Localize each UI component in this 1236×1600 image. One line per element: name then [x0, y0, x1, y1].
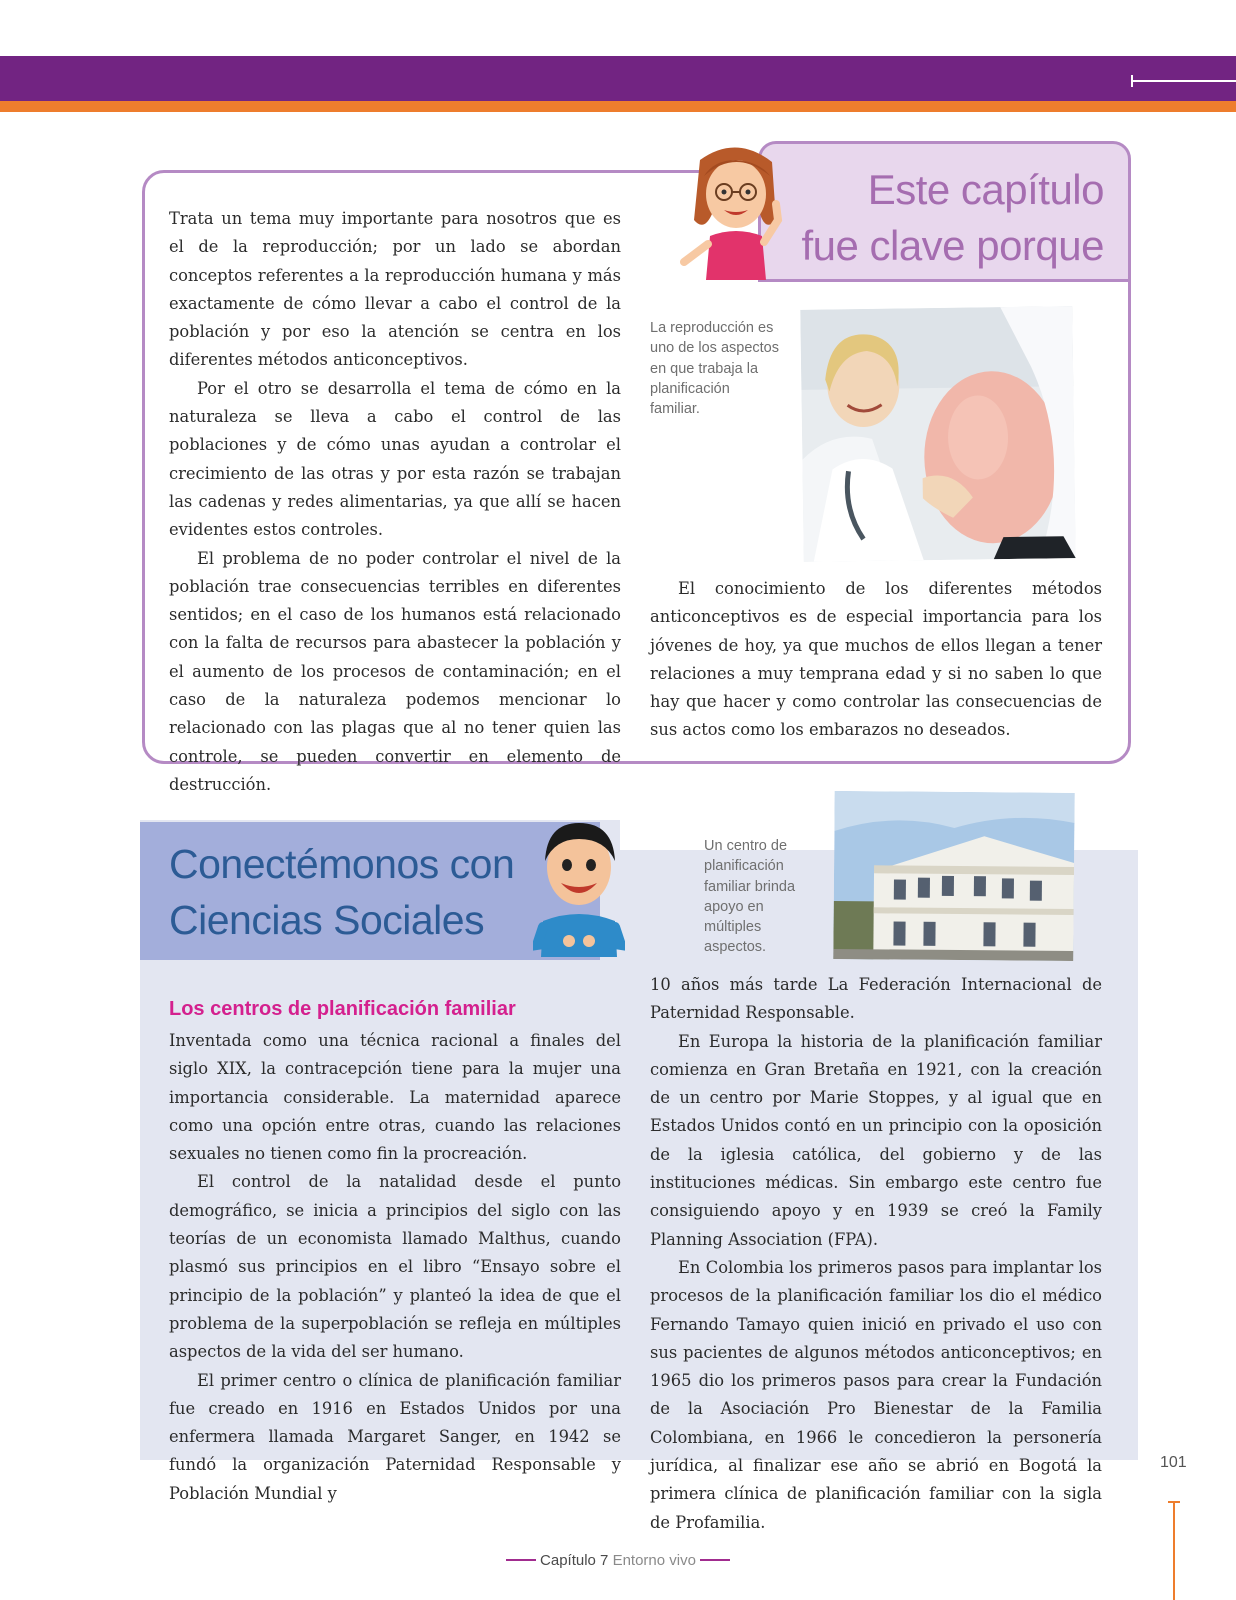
- paragraph: En Colombia los primeros pasos para implantar los procesos de la planificación familiar los dio el médico Fernando Tamayo quien inició en privado el uso con sus pacientes de algunos métodos anticonceptivos; en 1965 dio los primeros pasos para crear la Fundación de la Asociación Pro Bienestar de la Familia Colombiana, en 1966 le concedieron la personería jurídica, al finalizar ese año se abrió en Bogotá la primera clínica de planificación familiar con la sigla de Profamilia.: [650, 1257, 1102, 1532]
- paragraph: En Europa la historia de la planificación familiar comienza en Gran Bretaña en 1921, con la creación de un centro por Marie Stoppes, y al igual que en Estados Unidos contó en un principio con la oposición de la iglesia católica, del gobierno y de las instituciones médicas. Sin embargo este centro fue consiguiendo apoyo y en 1939 se creó la Family Planning Association (FPA).: [650, 1031, 1102, 1249]
- side-rule: [1173, 1502, 1175, 1600]
- top-band: [0, 56, 1236, 101]
- paragraph: El problema de no poder controlar el nivel de la población trae consecuencias terribles en diferentes sentidos; en el caso de los humanos está relacionado con la falta de recursos para abastecer la población y el aumento de los procesos de contaminación; en el caso de la naturaleza podemos mencionar lo relacionado con las plagas que al no tener quien las controle, se pueden convertir en elemento de destrucción.: [169, 548, 621, 794]
- title-line-2: fue clave porque: [801, 222, 1104, 269]
- footer-rule-right: [700, 1559, 730, 1561]
- doctor-pregnant-woman-photo: [800, 306, 1075, 562]
- summary-column-right: [650, 575, 1102, 745]
- paragraph: 10 años más tarde La Federación Internacional de Paternidad Responsable.: [650, 975, 1102, 1023]
- section-title: [169, 836, 514, 948]
- top-rule-tick: [1131, 75, 1133, 87]
- paragraph: Inventada como una técnica racional a finales del siglo XIX, la contracepción tiene para la mujer una importancia considerable. La maternidad aparece como una opción entre otras, cuando las relaciones sexuales no tienen como fin la procreación.: [169, 1031, 621, 1164]
- top-accent-band: [0, 101, 1236, 112]
- family-planning-center-photo: [833, 791, 1074, 961]
- chapter-summary-title: [801, 162, 1104, 274]
- footer-title: Entorno vivo: [612, 1552, 696, 1569]
- top-rule: [1132, 80, 1236, 82]
- title-line-1: Este capítulo: [867, 166, 1104, 213]
- photo-caption: La reproducción es uno de los aspectos en que trabaja la planificación familiar.: [650, 320, 779, 418]
- paragraph: El conocimiento de los diferentes métodos anticonceptivos es de especial importancia para los jóvenes de hoy, ya que muchos de ellos llegan a tener relaciones a muy temprana edad y si no saben lo que hay que hacer y como controlar las consecuencias de sus actos como los embarazos no deseados.: [650, 579, 1102, 740]
- footer-chapter: Capítulo 7: [540, 1552, 609, 1569]
- section-column-right: [650, 971, 1102, 1537]
- chapter-summary-tab: [758, 141, 1131, 282]
- footer-rule-left: [506, 1559, 536, 1561]
- section-subheading: Los centros de planificación familiar: [169, 998, 516, 1020]
- page-number: 101: [1160, 1454, 1187, 1471]
- section-column-left: [169, 1027, 621, 1508]
- paragraph: El control de la natalidad desde el punto demográfico, se inicia a principios del siglo con las teorías de un economista llamado Malthus, cuando plasmó sus principios en el libro “Ensayo sobre el principio de la población” y planteó la idea de que el problema de la superpoblación se refleja en múltiples aspectos de la vida del ser humano.: [169, 1172, 621, 1362]
- page-footer: [0, 1552, 1236, 1569]
- paragraph: El primer centro o clínica de planificación familiar fue creado en 1916 en Estados Unidos por una enfermera llamada Margaret Sanger, en 1942 se fundó la organización Paternidad Responsable y Población Mundial y: [169, 1370, 621, 1503]
- boy-character-icon: [533, 817, 625, 964]
- summary-column-left: [169, 205, 621, 799]
- teacher-character-icon: [680, 140, 792, 288]
- paragraph: Por el otro se desarrolla el tema de cómo en la naturaleza se lleva a cabo el control de las poblaciones y de cómo unas ayudan a controlar el crecimiento de las otras y por esta razón se trabajan las cadenas y redes alimentarias, ya que allí se hacen evidentes estos controles.: [169, 378, 621, 540]
- section-title-line-2: Ciencias Sociales: [169, 897, 485, 943]
- paragraph: Trata un tema muy importante para nosotros que es el de la reproducción; por un lado se abordan conceptos referentes a la reproducción humana y más exactamente de cómo llevar a cabo el control de la población y por eso la atención se centra en los diferentes métodos anticonceptivos.: [169, 209, 621, 370]
- photo-caption: Un centro de planificación familiar brinda apoyo en múltiples aspectos.: [704, 838, 796, 956]
- section-title-line-1: Conectémonos con: [169, 841, 515, 887]
